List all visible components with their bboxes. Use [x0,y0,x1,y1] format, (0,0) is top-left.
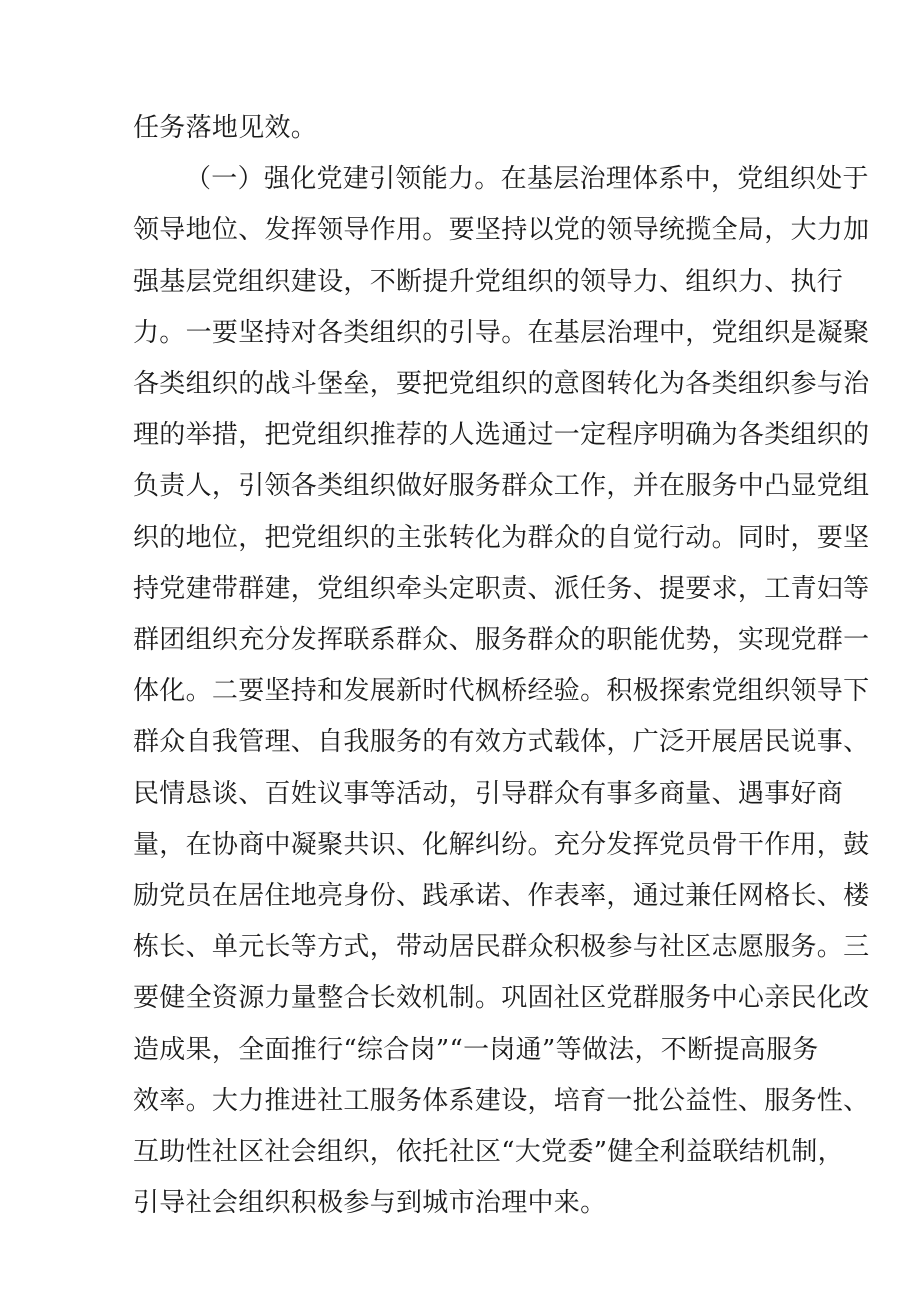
text-line: 民情恳谈、百姓议事等活动，引导群众有事多商量、遇事好商 [133,779,844,809]
text-line: 量，在协商中凝聚共识、化解纠纷。充分发挥党员骨干作用，鼓 [133,830,870,860]
text-line: 造成果，全面推行“综合岗”“一岗通”等做法，不断提高服务 [133,1035,819,1065]
text-line: 织的地位，把党组织的主张转化为群众的自觉行动。同时，要坚 [133,523,870,553]
text-line: 领导地位、发挥领导作用。要坚持以党的领导统揽全局，大力加 [133,215,870,245]
text-line: 引导社会组织积极参与到城市治理中来。 [133,1188,607,1218]
text-line: 持党建带群建，党组织牵头定职责、派任务、提要求，工青妇等 [133,574,870,604]
text-line: 力。一要坚持对各类组织的引导。在基层治理中，党组织是凝聚 [133,318,870,348]
text-line: 任务落地见效。 [133,113,318,143]
text-line: 栋长、单元长等方式，带动居民群众积极参与社区志愿服务。三 [133,932,870,962]
text-line: 互助性社区社会组织，依托社区“大党委”健全利益联结机制， [133,1137,844,1167]
text-line: 强基层党组织建设，不断提升党组织的领导力、组织力、执行 [133,267,844,297]
text-line: 群团组织充分发挥联系群众、服务群众的职能优势，实现党群一 [133,625,870,655]
text-line: 理的举措，把党组织推荐的人选通过一定程序明确为各类组织的 [133,420,870,450]
text-line: 要健全资源力量整合长效机制。巩固社区党群服务中心亲民化改 [133,983,870,1013]
text-line: 体化。二要坚持和发展新时代枫桥经验。积极探索党组织领导下 [133,676,870,706]
text-line: 各类组织的战斗堡垒，要把党组织的意图转化为各类组织参与治 [133,369,870,399]
text-line: 负责人，引领各类组织做好服务群众工作，并在服务中凸显党组 [133,471,870,501]
text-line: 群众自我管理、自我服务的有效方式载体，广泛开展居民说事、 [133,727,870,757]
section-heading-line: （一）强化党建引领能力。在基层治理体系中，党组织处于 [185,164,869,194]
text-line: 效率。大力推进社工服务体系建设，培育一批公益性、服务性、 [133,1086,870,1116]
text-line: 励党员在居住地亮身份、践承诺、作表率，通过兼任网格长、楼 [133,881,870,911]
